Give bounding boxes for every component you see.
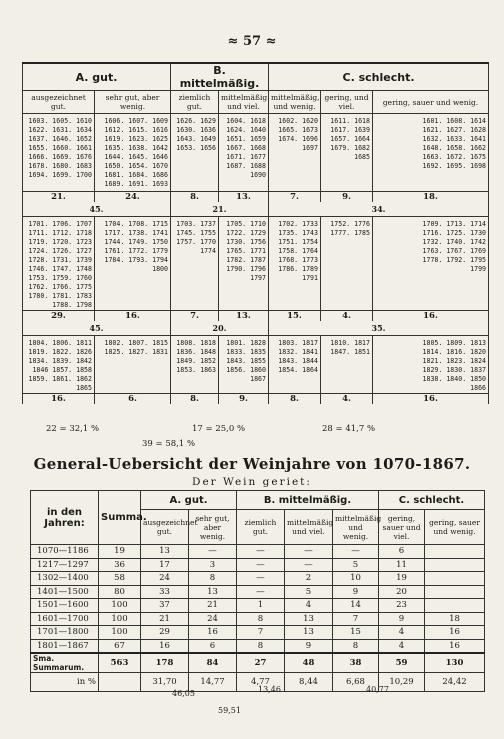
group-c-header: C. schlecht. <box>379 491 485 510</box>
upper-percentages <box>22 424 488 454</box>
sum-cell: 84 <box>189 653 237 673</box>
table-cell: 67 <box>99 639 141 653</box>
group-a-header: A. gut. <box>141 491 237 510</box>
general-subtitle: Der Wein geriet: <box>192 476 312 488</box>
table-cell: — <box>237 545 285 559</box>
sub-header: gering, sauer und wenig. <box>373 91 489 114</box>
table-row <box>31 585 485 599</box>
year-range: 1401—1500 <box>31 585 99 599</box>
table-row <box>31 612 485 626</box>
count: 8. <box>171 394 219 405</box>
group-sum: 45. <box>89 323 104 333</box>
sub-header: ausgezeichnet gut. <box>141 510 189 545</box>
table-cell: 3 <box>189 558 237 572</box>
year-list: 1604. 1618 1624. 1640 1651. 1659 1667. 1668 1671. 1677 1687. 1688 1690 <box>219 114 269 192</box>
year-list: 1705. 1710 1722. 1729 1730. 1756 1765. 1771 1782. 1787 1790. 1796 1797 <box>219 217 269 311</box>
years-header: in den Jahren: <box>31 491 99 545</box>
group-c-header: C. schlecht. <box>269 63 489 91</box>
count: 13. <box>219 311 269 322</box>
count: 29. <box>23 311 95 322</box>
table-cell: 21 <box>189 599 237 613</box>
year-list: 1808. 1818 1836. 1848 1849. 1852 1853. 1863 <box>171 336 219 394</box>
table-cell: 8 <box>333 639 379 653</box>
table-cell: 16 <box>425 639 485 653</box>
group-c-pct: 40,77 <box>366 685 389 694</box>
table-cell: 8 <box>237 612 285 626</box>
group-b-pct: 13,46 <box>258 685 281 694</box>
table-cell <box>425 585 485 599</box>
year-list: 1801. 1828 1833. 1835 1843. 1855 1856. 1860 1867 <box>219 336 269 394</box>
table-cell: 24 <box>141 572 189 586</box>
table-cell: 9 <box>333 585 379 599</box>
sub-header: ausgezeichnet gut. <box>23 91 95 114</box>
group-sum: 21. <box>212 204 227 214</box>
sub-header: ziemlich gut. <box>237 510 285 545</box>
table-cell: — <box>285 558 333 572</box>
year-list: 1602. 1620 1665. 1673 1674. 1696 1697 <box>269 114 321 192</box>
table-cell: 23 <box>379 599 425 613</box>
sub-header: sehr gut, aber wenig. <box>95 91 171 114</box>
group-b-header: B. mittelmäßig. <box>171 63 269 91</box>
table-cell <box>425 545 485 559</box>
table-cell: 80 <box>99 585 141 599</box>
table-cell: 100 <box>99 599 141 613</box>
count: 9. <box>219 394 269 405</box>
table-cell: 4 <box>285 599 333 613</box>
sum-cell: 178 <box>141 653 189 673</box>
count: 7. <box>269 192 321 203</box>
year-list: 1803. 1817 1832. 1841 1843. 1844 1854. 1864 <box>269 336 321 394</box>
table-cell: 10 <box>333 572 379 586</box>
year-list: 1701. 1706. 1707 1711. 1712. 1718 1719. 1720. 1723 1724. 1726. 1727 1728. 1731. 1739 1746. 1747. 1748 1753. 1759. 1760 1762. 1766. 1775 1780. 1781. 1783 1788. 1798 <box>23 217 95 311</box>
year-list: 1626. 1629 1630. 1636 1643. 1649 1653. 1656 <box>171 114 219 192</box>
pct-label: in % <box>31 673 99 692</box>
table-cell: 58 <box>99 572 141 586</box>
year-list: 1703. 1737 1745. 1755 1757. 1770 1774 <box>171 217 219 311</box>
pct-cell: 6,68 <box>333 673 379 692</box>
table-cell: 5 <box>333 558 379 572</box>
table-cell: 6 <box>189 639 237 653</box>
year-list: 1752. 1776 1777. 1785 <box>321 217 373 311</box>
count: 4. <box>321 394 373 405</box>
count: 7. <box>171 311 219 322</box>
year-range: 1217—1297 <box>31 558 99 572</box>
year-range: 1302—1400 <box>31 572 99 586</box>
sum-cell: 59 <box>379 653 425 673</box>
table-cell: 11 <box>379 558 425 572</box>
table-cell: — <box>333 545 379 559</box>
table-cell: — <box>189 545 237 559</box>
count: 9. <box>321 192 373 203</box>
sum-cell: 130 <box>425 653 485 673</box>
table-cell: 7 <box>237 626 285 640</box>
table-cell: 13 <box>189 585 237 599</box>
table-cell: — <box>285 545 333 559</box>
count: 6. <box>95 394 171 405</box>
table-cell: 14 <box>333 599 379 613</box>
group-b-header: B. mittelmäßig. <box>237 491 379 510</box>
table-cell: 7 <box>333 612 379 626</box>
year-list: 1702. 1733 1735. 1743 1751. 1754 1758. 1764 1768. 1773 1786. 1789 1791 <box>269 217 321 311</box>
year-range: 1801—1867 <box>31 639 99 653</box>
table-cell: 6 <box>379 545 425 559</box>
year-list: 1603. 1605. 1610 1622. 1631. 1634 1637. 1646. 1652 1655. 1660. 1661 1666. 1669. 1676 1678. 1680. 1683 1694. 1699. 1700 <box>23 114 95 192</box>
table-cell: — <box>237 585 285 599</box>
sub-header: sehr gut, aber wenig. <box>189 510 237 545</box>
table-cell: 24 <box>189 612 237 626</box>
table-cell: 18 <box>425 612 485 626</box>
sub-header: gering, sauer und viel. <box>379 510 425 545</box>
count: 4. <box>321 311 373 322</box>
count: 16. <box>23 394 95 405</box>
summa-header: Summa. <box>99 491 141 545</box>
table-cell: 16 <box>141 639 189 653</box>
table-cell: 100 <box>99 626 141 640</box>
count: 24. <box>95 192 171 203</box>
count: 8. <box>171 192 219 203</box>
table-row <box>31 558 485 572</box>
count: 16. <box>373 394 489 405</box>
table-cell: 5 <box>285 585 333 599</box>
table-cell: — <box>237 558 285 572</box>
year-list: 1704. 1708. 1715 1717. 1738. 1741 1744. 1749. 1750 1761. 1772. 1779 1784. 1793. 1794 1800 <box>95 217 171 311</box>
count: 13. <box>219 192 269 203</box>
year-list: 1810. 1817 1847. 1851 <box>321 336 373 394</box>
year-list: 1804. 1806. 1811 1819. 1822. 1826 1834. 1839. 1842 1846 1857. 1858 1859. 1861. 1862 1865 <box>23 336 95 394</box>
pct-cell: 24,42 <box>425 673 485 692</box>
table-cell: 13 <box>141 545 189 559</box>
table-cell <box>425 572 485 586</box>
table-cell: 29 <box>141 626 189 640</box>
table-cell: 37 <box>141 599 189 613</box>
page-number: ≈ 57 ≈ <box>227 34 277 49</box>
table-cell: 1 <box>237 599 285 613</box>
upper-table <box>22 62 489 404</box>
sub-header: gering, und viel. <box>321 91 373 114</box>
year-list: 1611. 1618 1617. 1639 1657. 1664 1679. 1682 1685 <box>321 114 373 192</box>
table-cell: 16 <box>425 626 485 640</box>
sum-cell: 38 <box>333 653 379 673</box>
table-row <box>31 545 485 559</box>
total-pct: 59,51 <box>218 706 241 715</box>
summa-label: Sma. Summarum. <box>31 653 99 673</box>
table-cell <box>425 558 485 572</box>
table-cell: 36 <box>99 558 141 572</box>
sub-header: mittelmäßig und viel. <box>219 91 269 114</box>
count: 18. <box>373 192 489 203</box>
group-sum: 20. <box>212 323 227 333</box>
table-cell: 33 <box>141 585 189 599</box>
pct-ab: 39 = 58,1 % <box>142 439 196 449</box>
sum-cell: 48 <box>285 653 333 673</box>
count: 16. <box>373 311 489 322</box>
table-cell: 4 <box>379 639 425 653</box>
table-cell: 2 <box>285 572 333 586</box>
table-cell: 9 <box>285 639 333 653</box>
group-sum: 45. <box>89 204 104 214</box>
general-title: General-Uebersicht der Weinjahre von 1070-1867. <box>33 455 471 473</box>
sub-header: mittelmäßig und wenig. <box>333 510 379 545</box>
sum-cell: 27 <box>237 653 285 673</box>
sum-cell: 563 <box>99 653 141 673</box>
table-cell: 19 <box>379 572 425 586</box>
table-cell: 13 <box>285 612 333 626</box>
pct-c: 28 = 41,7 % <box>322 424 376 434</box>
table-row <box>31 599 485 613</box>
table-row <box>31 572 485 586</box>
sub-header: mittelmäßig und viel. <box>285 510 333 545</box>
table-cell: 20 <box>379 585 425 599</box>
pct-b: 17 = 25,0 % <box>192 424 246 434</box>
pct-cell: 14,77 <box>189 673 237 692</box>
year-list: 1709. 1713. 1714 1716. 1725. 1730 1732. 1740. 1742 1763. 1767. 1769 1778. 1792. 1795 1799 <box>373 217 489 311</box>
table-row <box>31 626 485 640</box>
pct-cell: 4,77 <box>237 673 285 692</box>
sub-header: ziemlich gut. <box>171 91 219 114</box>
table-row <box>31 639 485 653</box>
count: 16. <box>95 311 171 322</box>
table-cell: — <box>237 572 285 586</box>
group-sum: 34. <box>371 204 386 214</box>
table-cell: 9 <box>379 612 425 626</box>
count: 15. <box>269 311 321 322</box>
group-a-pct: 46,05 <box>172 689 195 698</box>
sub-header: gering, sauer und wenig. <box>425 510 485 545</box>
year-range: 1070—1186 <box>31 545 99 559</box>
pct-cell: 31,70 <box>141 673 189 692</box>
table-cell: 13 <box>285 626 333 640</box>
pct-cell: 8,44 <box>285 673 333 692</box>
year-list: 1805. 1809. 1813 1814. 1816. 1820 1821. 1823. 1824 1829. 1830. 1837 1838. 1840. 1850 1866 <box>373 336 489 394</box>
table-cell: 16 <box>189 626 237 640</box>
year-range: 1601—1700 <box>31 612 99 626</box>
group-a-header: A. gut. <box>23 63 171 91</box>
year-range: 1701—1800 <box>31 626 99 640</box>
table-cell: 8 <box>189 572 237 586</box>
year-list: 1601. 1608. 1614 1621. 1627. 1628 1632. 1633. 1641 1648. 1658. 1662 1663. 1672. 1675 1692. 1695. 1698 <box>373 114 489 192</box>
year-list: 1802. 1807. 1815 1825. 1827. 1831 <box>95 336 171 394</box>
year-range: 1501—1600 <box>31 599 99 613</box>
table-cell: 4 <box>379 626 425 640</box>
sub-header: mittelmäßig, und wenig. <box>269 91 321 114</box>
table-cell <box>425 599 485 613</box>
table-cell: 19 <box>99 545 141 559</box>
table-cell: 17 <box>141 558 189 572</box>
table-cell: 15 <box>333 626 379 640</box>
pct-a: 22 = 32,1 % <box>46 424 100 434</box>
table-cell: 100 <box>99 612 141 626</box>
count: 21. <box>23 192 95 203</box>
general-table <box>30 490 485 692</box>
group-sum: 35. <box>371 323 386 333</box>
pct-cell: 10,29 <box>379 673 425 692</box>
count: 8. <box>269 394 321 405</box>
year-list: 1606. 1607. 1609 1612. 1615. 1616 1619. 1623. 1625 1635. 1638. 1642 1644. 1645. 1646 1650. 1654. 1670 1681. 1684. 1686 1689. 1691. 1693 <box>95 114 171 192</box>
table-cell: 8 <box>237 639 285 653</box>
table-cell: 21 <box>141 612 189 626</box>
